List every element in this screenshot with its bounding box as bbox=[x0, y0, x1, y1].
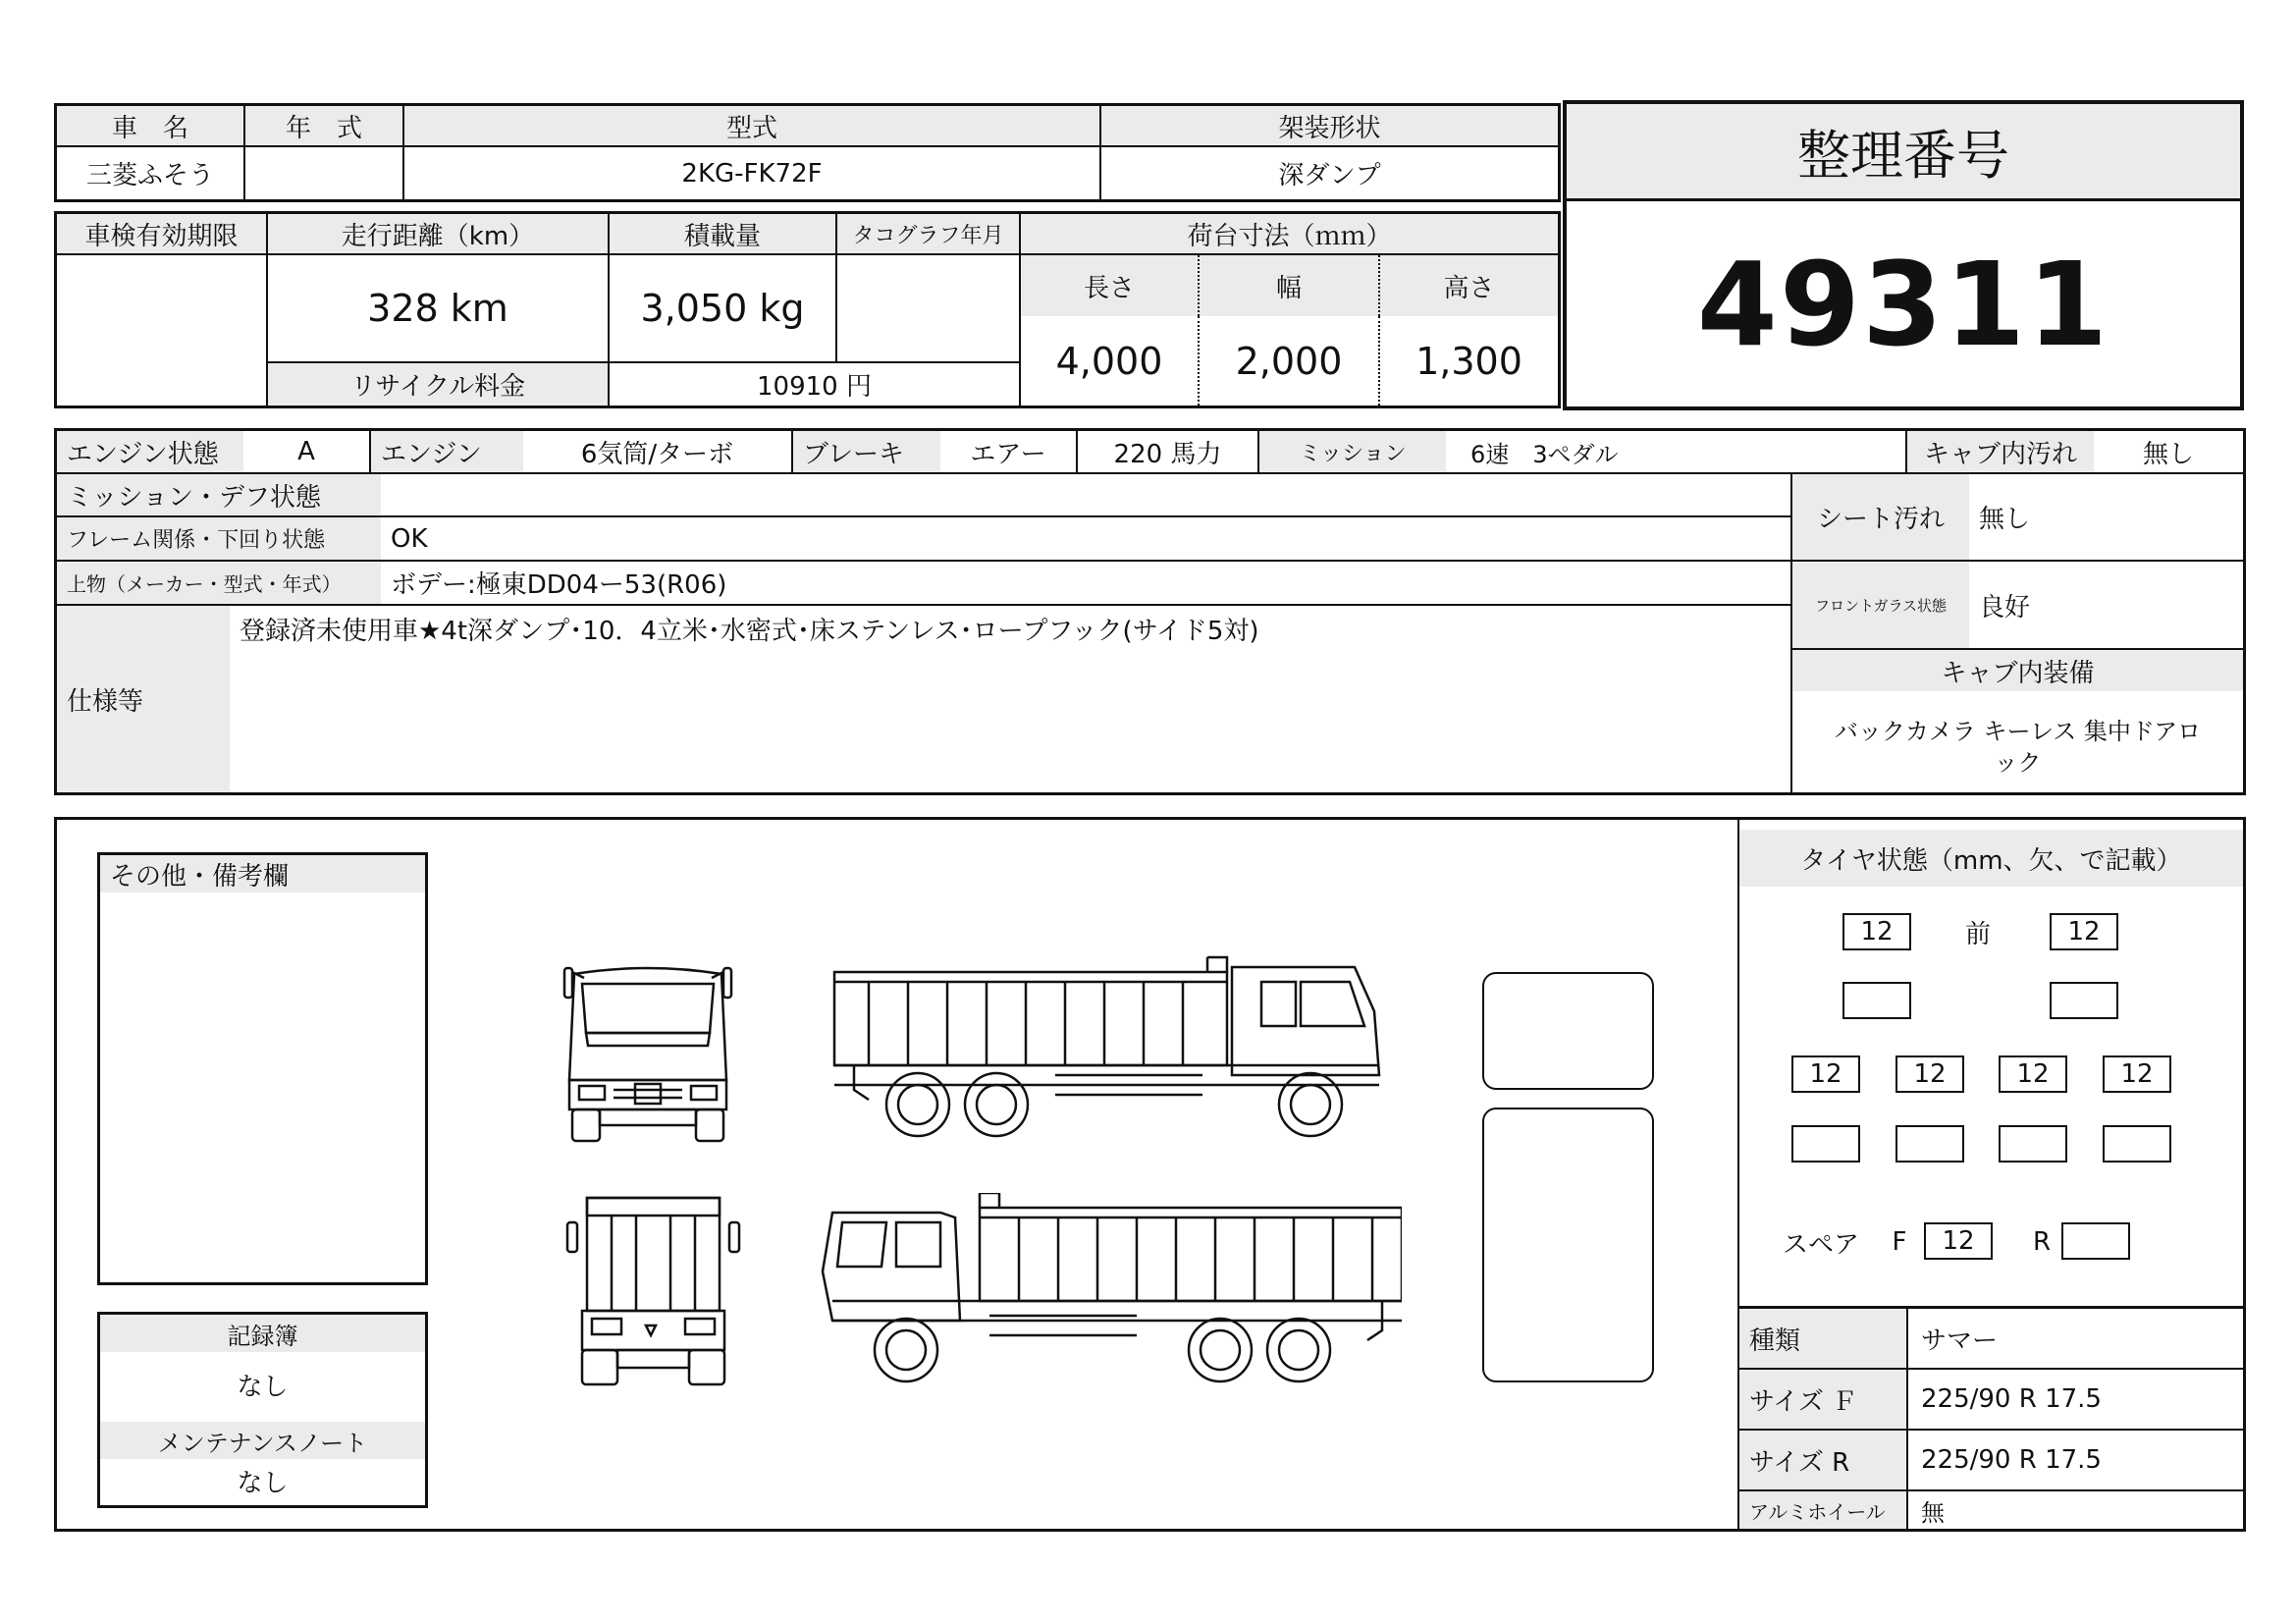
cab-equipment-label: キャブ内装備 bbox=[1792, 650, 2243, 691]
frame-label: フレーム関係・下回り状態 bbox=[57, 517, 381, 560]
record-label: 記録簿 bbox=[100, 1315, 425, 1352]
tire-type-value: サマー bbox=[1921, 1325, 1999, 1356]
brake-value: エアー bbox=[940, 431, 1078, 472]
width-value: 2,000 bbox=[1200, 316, 1380, 406]
engine-state-value: A bbox=[243, 431, 371, 472]
divider bbox=[57, 604, 1790, 606]
load-value: 3,050 kg bbox=[610, 255, 837, 363]
cab-dirt-label: キャブ内汚れ bbox=[1907, 431, 2094, 472]
mission-label: ミッション bbox=[1259, 431, 1446, 472]
windshield-value: 良好 bbox=[1979, 592, 2031, 622]
maintenance-label: メンテナンスノート bbox=[100, 1422, 425, 1459]
truck-side-view-left-icon bbox=[813, 1193, 1402, 1389]
top-view-cab bbox=[1482, 972, 1654, 1090]
maintenance-value: なし bbox=[237, 1468, 289, 1498]
engine-label: エンジン bbox=[371, 431, 523, 472]
height-label: 高さ bbox=[1380, 255, 1558, 316]
alloy-wheel-value: 無 bbox=[1921, 1498, 1945, 1527]
spec-label: 仕様等 bbox=[57, 606, 230, 792]
spare-r-value bbox=[2061, 1222, 2130, 1260]
inspection-value bbox=[57, 255, 268, 406]
tire-size-f-label: サイズ Ｆ bbox=[1739, 1370, 1906, 1429]
tire-size-r-label: サイズ R bbox=[1739, 1431, 1906, 1489]
mission-diff-value bbox=[381, 474, 1790, 515]
tire-rear-3: 12 bbox=[1999, 1055, 2067, 1093]
car-name-value: 三菱ふそう bbox=[57, 147, 245, 199]
cab-dirt-value: 無し bbox=[2142, 439, 2194, 469]
recycle-value: 10910 円 bbox=[610, 363, 1021, 406]
tachograph-label: タコグラフ年月 bbox=[837, 214, 1021, 255]
mileage-label: 走行距離（km） bbox=[268, 214, 610, 255]
load-label: 積載量 bbox=[610, 214, 837, 255]
top-view-bed bbox=[1482, 1108, 1654, 1382]
tire-rear-4-blank bbox=[2103, 1125, 2171, 1163]
truck-side-view-icon bbox=[829, 952, 1389, 1149]
truck-rear-view-icon bbox=[558, 1193, 749, 1389]
mission-diff-label: ミッション・デフ状態 bbox=[57, 474, 381, 515]
spare-f-label: F bbox=[1892, 1227, 1907, 1257]
tire-rear-3-blank bbox=[1999, 1125, 2067, 1163]
spare-f-value: 12 bbox=[1924, 1222, 1993, 1260]
car-name-label: 車 名 bbox=[57, 106, 245, 147]
body-type-value: 深ダンプ bbox=[1278, 161, 1381, 190]
windshield-label: フロントガラス状態 bbox=[1792, 562, 1969, 648]
tire-front-label: 前 bbox=[1964, 919, 1991, 949]
other-notes-box bbox=[97, 852, 428, 1285]
tire-type-label: 種類 bbox=[1739, 1309, 1906, 1368]
divider bbox=[1906, 1309, 1908, 1529]
cab-equipment-line1: バックカメラ キーレス 集中ドアロ bbox=[1834, 717, 2202, 745]
tire-rear-2-blank bbox=[1896, 1125, 1964, 1163]
reference-title: 整理番号 bbox=[1567, 104, 2240, 201]
frame-value: OK bbox=[391, 523, 428, 554]
tire-rear-4: 12 bbox=[2103, 1055, 2171, 1093]
engine-state-label: エンジン状態 bbox=[57, 431, 243, 472]
tire-rear-2: 12 bbox=[1896, 1055, 1964, 1093]
body-type-label: 架装形状 bbox=[1101, 106, 1558, 147]
tire-rear-1-blank bbox=[1791, 1125, 1860, 1163]
engine-value: 6気筒/ターボ bbox=[523, 431, 793, 472]
tire-front-left: 12 bbox=[1842, 913, 1911, 950]
horsepower-value: 220 馬力 bbox=[1078, 431, 1259, 472]
other-notes-label: その他・備考欄 bbox=[100, 855, 425, 893]
tire-rear-1: 12 bbox=[1791, 1055, 1860, 1093]
inspection-label: 車検有効期限 bbox=[57, 214, 268, 255]
seat-dirt-value: 無し bbox=[1979, 505, 2031, 534]
width-label: 幅 bbox=[1200, 255, 1380, 316]
alloy-wheel-label: アルミホイール bbox=[1739, 1491, 1906, 1529]
recycle-label: リサイクル料金 bbox=[268, 363, 610, 406]
upper-body-value: ボデー:極東DD04ー53(R06) bbox=[391, 570, 727, 600]
reference-number: 49311 bbox=[1696, 236, 2110, 372]
tire-title: タイヤ状態（mm、欠、で記載） bbox=[1739, 830, 2243, 887]
spare-r-label: R bbox=[2032, 1227, 2052, 1257]
year-label: 年 式 bbox=[245, 106, 404, 147]
bed-size-label: 荷台寸法（ｍｍ） bbox=[1021, 214, 1558, 255]
mission-value: 6速 3ペダル bbox=[1446, 431, 1907, 472]
tachograph-value bbox=[837, 255, 1021, 363]
spec-value: 登録済未使用車★4t深ダンプ･10．4立米･水密式･床ステンレス･ロープフック(サイド5対) bbox=[240, 617, 1259, 646]
year-value bbox=[245, 147, 404, 199]
height-value: 1,300 bbox=[1415, 339, 1522, 383]
upper-body-label: 上物（メーカー・型式・年式） bbox=[57, 562, 381, 604]
tire-front-right: 12 bbox=[2050, 913, 2118, 950]
record-value: なし bbox=[237, 1372, 289, 1402]
truck-front-view-icon bbox=[545, 962, 751, 1144]
cab-equipment-line2: ック bbox=[1994, 748, 2042, 777]
model-value: 2KG-FK72F bbox=[404, 147, 1101, 199]
tire-front-right-blank bbox=[2050, 982, 2118, 1019]
model-label: 型式 bbox=[404, 106, 1101, 147]
seat-dirt-label: シート汚れ bbox=[1792, 474, 1969, 560]
brake-label: ブレーキ bbox=[793, 431, 940, 472]
length-label: 長さ bbox=[1021, 255, 1200, 316]
length-value: 4,000 bbox=[1021, 316, 1200, 406]
tire-size-f-value: 225/90 R 17.5 bbox=[1921, 1384, 2102, 1414]
tire-front-left-blank bbox=[1842, 982, 1911, 1019]
mileage-value: 328 km bbox=[268, 255, 610, 363]
spare-label: スペア bbox=[1782, 1229, 1859, 1260]
tire-size-r-value: 225/90 R 17.5 bbox=[1921, 1445, 2102, 1475]
